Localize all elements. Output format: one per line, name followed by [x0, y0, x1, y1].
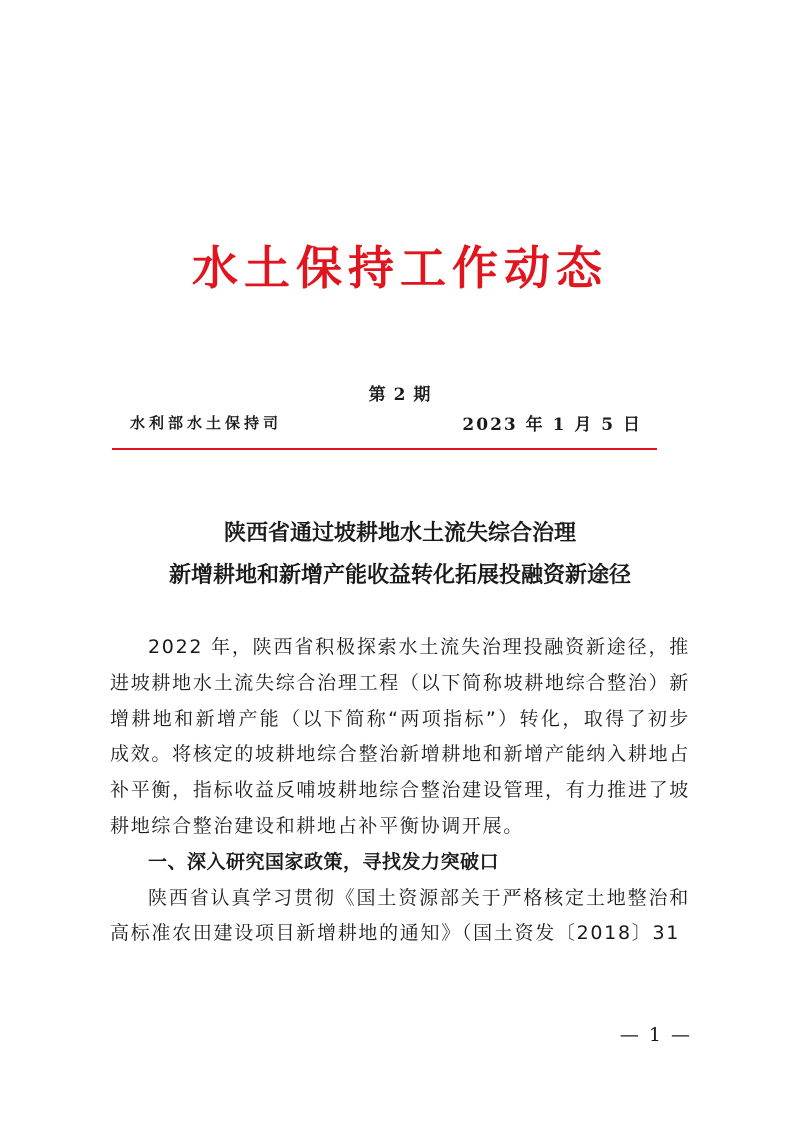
article-title [0, 512, 800, 596]
article-body [110, 630, 690, 952]
section-heading-1: 一、深入研究国家政策，寻找发力突破口 [148, 850, 500, 873]
issue-number: 第 2 期 [368, 385, 432, 405]
publish-date: 2023 年 1 月 5 日 [462, 415, 642, 435]
paragraph-intro: 2022 年，陕西省积极探索水土流失治理投融资新途径，推进坡耕地水土流失综合治理工程（以下简称坡耕地综合整治）新增耕地和新增产能（以下简称“两项指标”）转化，取得了初步成效。将核定的坡耕地综合整治新增耕地和新增产能纳入耕地占补平衡，指标收益反哺坡耕地综合整治建设管理，有力推进了坡耕地综合整治建设和耕地占补平衡协调开展。 [110, 636, 690, 837]
article-title-line-2: 新增耕地和新增产能收益转化拓展投融资新途径 [168, 562, 631, 588]
article-title-line-1: 陕西省通过坡耕地水土流失综合治理 [223, 520, 576, 546]
header-divider [112, 448, 657, 450]
page-number: — 1 — [619, 1024, 692, 1046]
paragraph-section-1: 陕西省认真学习贯彻《国土资源部关于严格核定土地整治和高标准农田建设项目新增耕地的通知》（国土资发〔2018〕31 [110, 886, 690, 945]
masthead-title: 水土保持工作动态 [192, 241, 608, 295]
publisher: 水利部水土保持司 [130, 414, 283, 432]
